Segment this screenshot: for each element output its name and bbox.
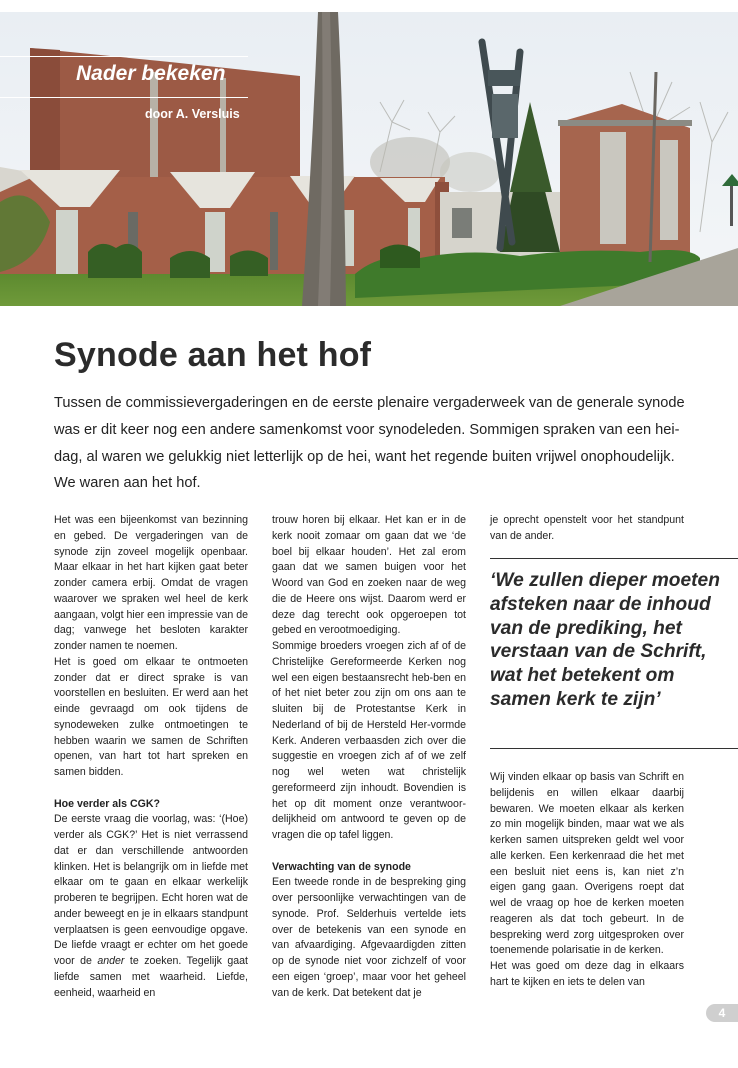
subheading-verwachting: Verwachting van de synode xyxy=(272,860,411,873)
paragraph: Wij vinden elkaar op basis van Schrift en belijdenis en willen elkaar daarbij bewaren. We moeten elkaar als kerken zo min mogelijk binden, maar wat we als kerken samen uitspreken geldt wel voor alle kerken. Een kerkenraad die het met een besluit niet eens is, kan niet z’n eigen gang gaan. Overigens roept dat wel de vraag op hoe de kerken moeten reageren als dat toch gebeurt. In de bespreking werd zorg uitgesproken over toenemende polarisatie in de kerken. xyxy=(490,771,684,957)
paragraph: Het is goed om elkaar te ontmoeten zonder dat er direct sprake is van voorstellen en besluiten. Er werd aan het einde gevraagd om ook tijdens de synodeweken zulke ontmoetingen te hebben waarin we samen de Schriften openen, van hart tot hart spreken en samen bidden. xyxy=(54,655,248,778)
paragraph-spacer xyxy=(54,781,248,797)
paragraph: trouw horen bij elkaar. Het kan er in de kerk nooit zomaar om gaan dat we ‘de boel bij elkaar houden’. Het zal erom gaan dat we samen buigen voor het Woord van God en zoeken naar de weg die de Heere ons wijst. Daarom werd er deze dag terecht ook opgeroepen tot gebed en verootmoediging. xyxy=(272,514,466,637)
paragraph: Een tweede ronde in de bespreking ging over persoonlijke verwachtingen van de synode. Prof. Selderhuis vertelde iets over de betekenis van een synode en van afvaardiging. Afgevaardigden zitten op de synode niet voor zichzelf of voor een eigen ‘groep’, maar voor het geheel van de kerk. Dat betekent dat je xyxy=(272,876,466,999)
text-run: te zoeken. Tegelijk gaat liefde samen met waarheid. Liefde, eenheid, waarheid en xyxy=(54,955,248,999)
paragraph: Het was een bijeenkomst van bezinning en gebed. De vergaderingen van de synode zijn zoveel mogelijk openbaar. Maar elkaar in het hart kijken gaat beter zonder camera erbij. Omdat de vragen waarover we spraken wel heel de kerk aangaan, volgt hier een impressie van de dag; vanwege het besloten karakter zonder namen te noemen. xyxy=(54,514,248,652)
article-intro: Tussen de commissievergaderingen en de eerste plenaire vergaderweek van de generale synode was er dit keer nog een andere samenkomst voor synodeleden. Sommigen spraken van een hei-dag, al waren we gelukkig niet letterlijk op de hei, want het regende buiten vrijwel onophoudelijk. We waren aan het hof. xyxy=(54,395,685,492)
text-column-1 xyxy=(54,513,248,1001)
pullquote-rule-top xyxy=(490,558,738,559)
pull-quote: ‘We zullen dieper moeten afsteken naar de inhoud van de prediking, het verstaan van de Schrift, wat het betekent om samen kerk te zijn’ xyxy=(490,570,720,710)
paragraph: Sommige broeders vroegen zich af of de Christelijke Gereformeerde Kerken nog wel een eigen bestaansrecht heb-ben en of het niet beter zou zijn om ons aan te sluiten bij de Protestantse Kerk in Nederland of bij de Hersteld Her-vormde Kerk. Anderen verbaasden zich over die suggestie en vroegen zich af of we zelf nog wel weten wat christelijk gereformeerd zijn inhoudt. Bovendien is het op dit moment onze verantwoor-delijkheid om antwoord te geven op de vragen die op tafel liggen. xyxy=(272,640,466,841)
paragraph-spacer xyxy=(272,844,466,860)
kicker-rule-bottom xyxy=(0,97,248,98)
paragraph: Het was goed om deze dag in elkaars hart te kijken en iets te delen van xyxy=(490,960,684,988)
subheading-hoe-verder: Hoe verder als CGK? xyxy=(54,797,160,810)
text-column-2 xyxy=(272,513,466,1001)
author-byline: door A. Versluis xyxy=(145,107,240,121)
section-kicker: Nader bekeken xyxy=(76,62,226,85)
text-run: De eerste vraag die voorlag, was: ‘(Hoe) verder als CGK?’ Het is niet verrassend dat er dan verschillende antwoorden klinken. Het is belangrijk om in liefde met elkaar om te gaan en elkaar werkelijk proberen te begrijpen. Echt horen wat de ander beweegt en je in elkaars standpunt verplaatsen is geen eenvoudige opgave. De liefde vraagt er echter om het goede voor de xyxy=(54,813,248,967)
page-number-badge: 4 xyxy=(706,1004,738,1022)
paragraph xyxy=(54,812,248,1001)
pullquote-rule-bottom xyxy=(490,748,738,749)
text-column-3-top xyxy=(490,513,684,545)
article-title: Synode aan het hof xyxy=(54,336,372,374)
text-column-3-bottom xyxy=(490,770,684,991)
paragraph: je oprecht openstelt voor het standpunt van de ander. xyxy=(490,514,684,542)
emphasis-ander: ander xyxy=(97,955,125,967)
kicker-rule-top xyxy=(0,56,248,57)
